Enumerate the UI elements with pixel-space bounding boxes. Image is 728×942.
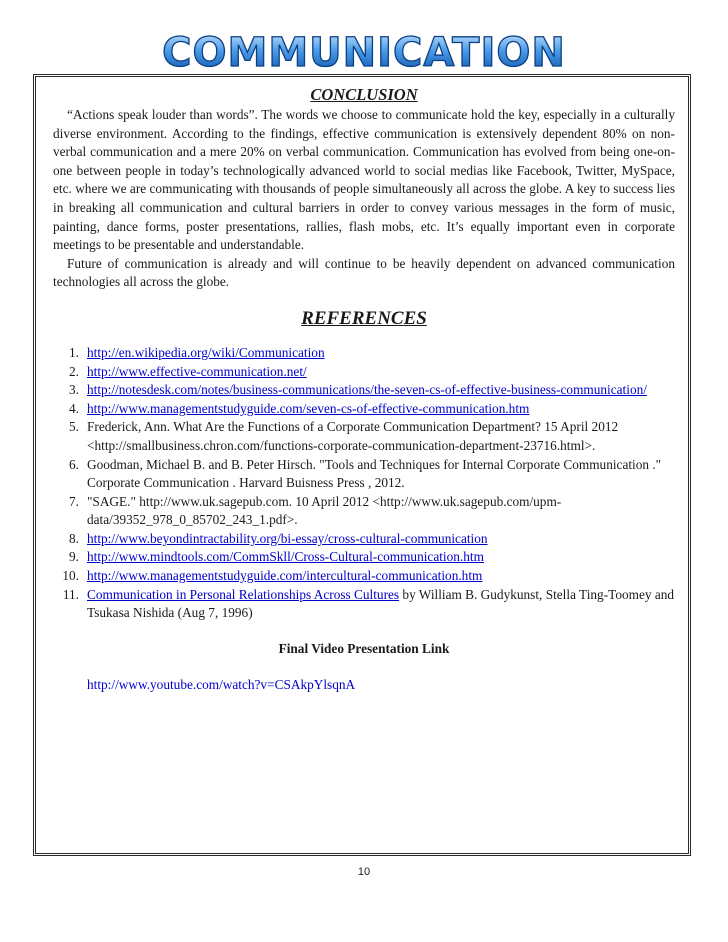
page-number: 10	[357, 866, 371, 878]
reference-item: 1. http://en.wikipedia.org/wiki/Communication	[69, 344, 325, 360]
reference-link[interactable]: http://www.managementstudyguide.com/intercultural-communication.htm	[87, 568, 483, 584]
reference-item: 10. http://www.managementstudyguide.com/intercultural-communication.htm	[62, 568, 483, 584]
reference-text: Goodman, Michael B. and B. Peter Hirsch. "Tools and Techniques for Internal Corporate Communication ." Corporate Communication . Harvard Buisness Press , 2012.	[87, 456, 662, 491]
reference-text: "SAGE." http://www.uk.sagepub.com. 10 April 2012 <http://www.uk.sagepub.com/upm-data/39352_978_0_85702_243_1.pdf>.	[87, 493, 562, 528]
reference-item: 8. http://www.beyondintractability.org/bi-essay/cross-cultural-communication	[69, 530, 488, 546]
conclusion-paragraph-1: “Actions speak louder than words”. The words we choose to communicate hold the key, especially in a culturally diverse environment. According to the findings, effective communication is extensively dependent 80% on non-verbal communication and a mere 20% on verbal communication. Communication has evolved from being one-on-one between people in today’s technologically advanced world to social medias like Facebook, Twitter, MySpace, etc. where we are communicating with thousands of people simultaneously all across the globe. A key to success lies in breaking all communication and cultural barriers in order to convey various messages in the form of music, painting, dance forms, poster presentations, rallies, flash mobs, etc. It’s equally important even in corporate meetings to be presentable and understandable.	[53, 107, 675, 253]
reference-link[interactable]: http://notesdesk.com/notes/business-communications/the-seven-cs-of-effective-business-communication/	[87, 382, 647, 398]
video-link-row	[53, 677, 675, 693]
reference-link[interactable]: Communication in Personal Relationships Across Cultures	[87, 586, 400, 602]
page-content	[53, 84, 675, 693]
reference-text: by William B. Gudykunst, Stella Ting-Toomey and Tsukasa Nishida (Aug 7, 1996)	[87, 586, 675, 621]
reference-link[interactable]: http://www.managementstudyguide.com/seven-cs-of-effective-communication.htm	[87, 400, 530, 416]
reference-item: 6. Goodman, Michael B. and B. Peter Hirsch. "Tools and Techniques for Internal Corporate Communication ." Corporate Communication . Harvard Buisness Press , 2012.	[69, 456, 662, 491]
reference-item: 2. http://www.effective-communication.net/	[69, 363, 307, 379]
reference-item: 11. Communication in Personal Relationships Across Cultures by William B. Gudykunst, Stella Ting-Toomey and Tsukasa Nishida (Aug 7, 1996)	[62, 586, 675, 621]
reference-link[interactable]: http://www.mindtools.com/CommSkll/Cross-Cultural-communication.htm	[87, 549, 484, 565]
video-section-title: Final Video Presentation Link	[278, 640, 450, 656]
reference-item: 4. http://www.managementstudyguide.com/seven-cs-of-effective-communication.htm	[69, 400, 530, 416]
references-title: REFERENCES	[301, 307, 427, 329]
reference-item: 9. http://www.mindtools.com/CommSkll/Cross-Cultural-communication.htm	[69, 549, 484, 565]
reference-link[interactable]: http://en.wikipedia.org/wiki/Communication	[87, 344, 325, 360]
reference-link[interactable]: http://www.beyondintractability.org/bi-essay/cross-cultural-communication	[87, 530, 488, 546]
reference-item: 5. Frederick, Ann. What Are the Functions of a Corporate Communication Department? 15 April 2012 <http://smallbusiness.chron.com/functions-corporate-communication-department-23716.html>.	[69, 419, 619, 453]
reference-link[interactable]: http://www.effective-communication.net/	[87, 363, 307, 379]
conclusion-title: CONCLUSION	[310, 85, 418, 104]
reference-text: Frederick, Ann. What Are the Functions of a Corporate Communication Department? 15 April 2012 <http://smallbusiness.chron.com/functions-corporate-communication-department-23716.html>.	[87, 419, 619, 453]
reference-item: 7. "SAGE." http://www.uk.sagepub.com. 10 April 2012 <http://www.uk.sagepub.com/upm-data/39352_978_0_85702_243_1.pdf>.	[69, 493, 562, 528]
video-link[interactable]: http://www.youtube.com/watch?v=CSAkpYlsqnA	[87, 676, 356, 692]
references-list	[53, 344, 675, 623]
reference-item: 3. http://notesdesk.com/notes/business-communications/the-seven-cs-of-effective-business-communication/	[69, 382, 647, 398]
conclusion-paragraph-2: Future of communication is already and will continue to be heavily dependent on advanced communication technologies all across the globe.	[53, 255, 675, 290]
communication-logo	[0, 28, 728, 76]
logo-text: COMMUNICATION	[162, 30, 566, 76]
